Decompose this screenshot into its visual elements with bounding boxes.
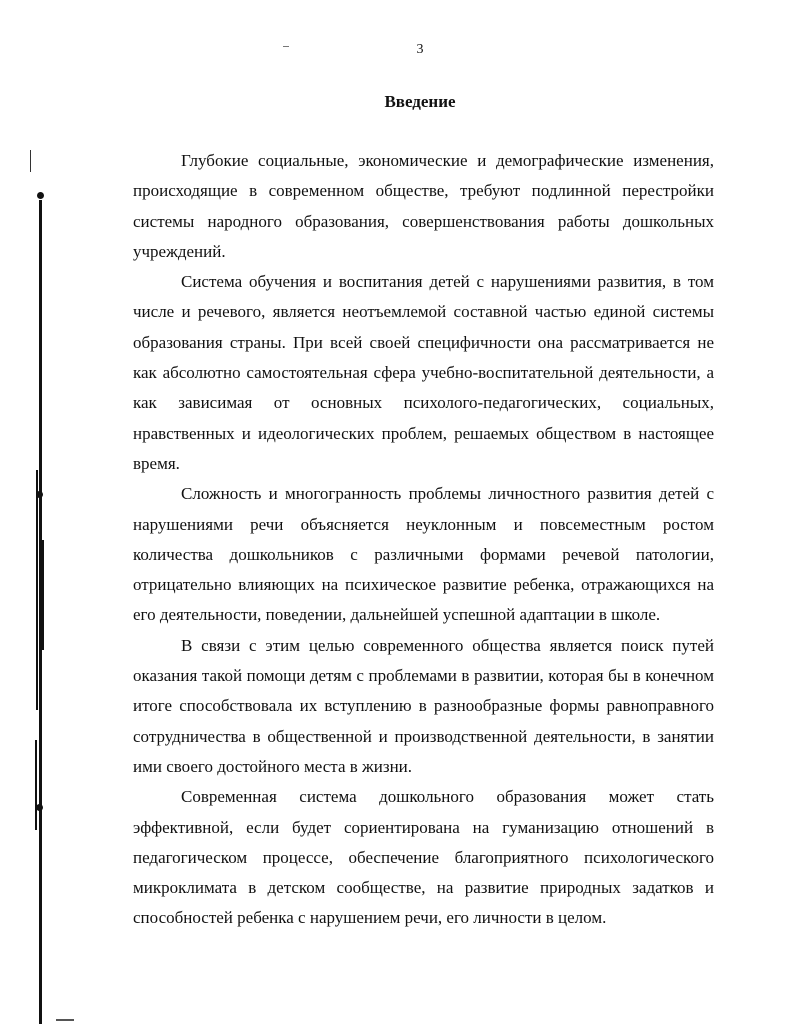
scan-edge-tick	[30, 150, 31, 172]
page-number: 3	[416, 42, 424, 57]
paragraph: Система обучения и воспитания детей с нарушениями развития, в том числе и речевого, является неотъемлемой составной частью единой системы образования страны. При всей своей специфичности она рассматривается не как абсолютно самостоятельная сфера учебно-воспитательной деятельности, а как зависимая от основных психолого-педагогических, социальных, нравственных и идеологических проблем, решаемых обществом в настоящее время.	[133, 272, 714, 473]
scan-bottom-mark	[56, 1019, 74, 1021]
paragraph: Современная система дошкольного образования может стать эффективной, если будет сориентирована на гуманизацию отношений в педагогическом процессе, обеспечение благоприятного психологического микроклимата в детском сообществе, на развитие природных задатков и способностей ребенка с нарушением речи, его личности в целом.	[133, 787, 714, 928]
scan-edge-artifact	[30, 180, 46, 1024]
body-text	[133, 146, 714, 934]
paragraph: Глубокие социальные, экономические и демографические изменения, происходящие в современном обществе, требуют подлинной перестройки системы народного образования, совершенствования работы дошкольных учреждений.	[133, 151, 714, 261]
paragraph: В связи с этим целью современного общества является поиск путей оказания такой помощи детям с проблемами в развитии, которая бы в конечном итоге способствовала их вступлению в разнообразные формы равноправного сотрудничества в общественной и производственной деятельности, в занятии ими своего достойного места в жизни.	[133, 635, 714, 776]
page-title: Введение	[384, 92, 456, 111]
paragraph: Сложность и многогранность проблемы личностного развития детей с нарушениями речи объясняется неуклонным и повсеместным ростом количества дошкольников с различными формами речевой патологии, отрицательно влияющих на психическое развитие ребенка, отражающихся на его деятельности, поведении, дальнейшей успешной адаптации в школе.	[133, 484, 714, 625]
